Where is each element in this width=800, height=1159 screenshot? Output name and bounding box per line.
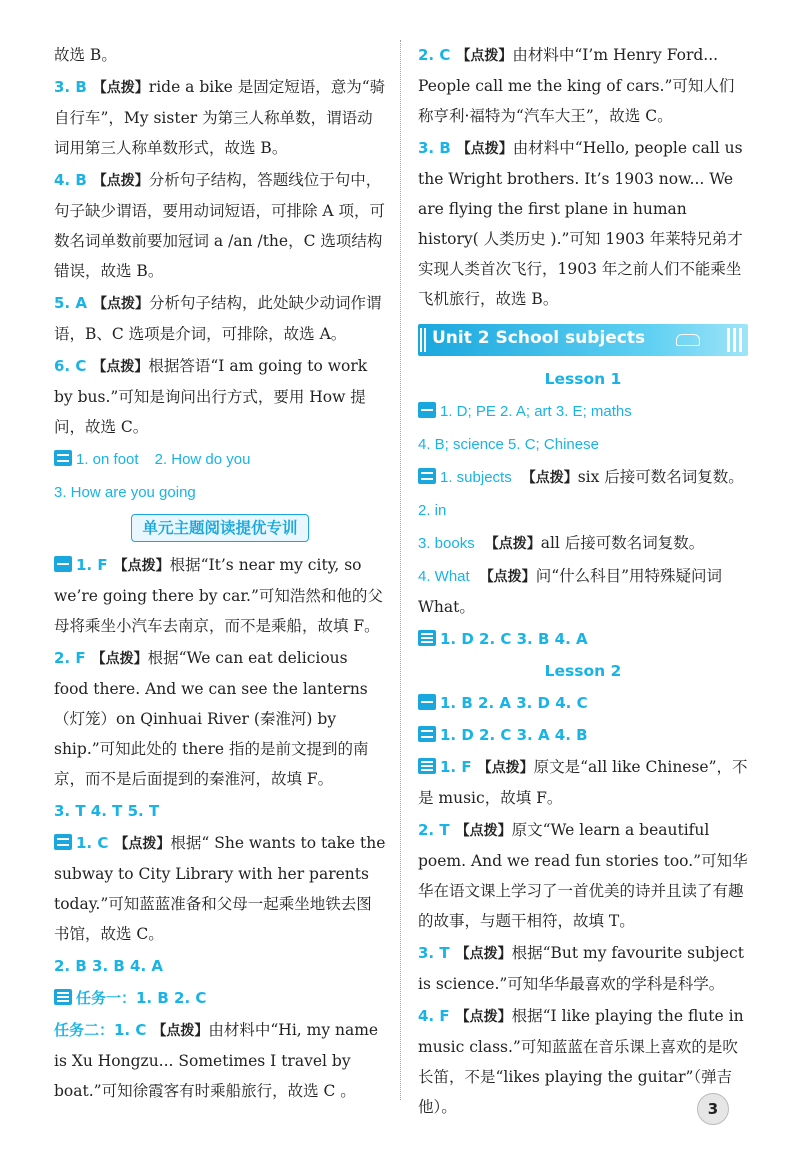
answer-key: 1. F (440, 758, 472, 776)
section-number-icon (418, 402, 436, 418)
hint-tag: 【点拨】 (484, 536, 541, 552)
answer-item (418, 561, 748, 622)
explanation: 根据“But my favourite subject is science.”可知华华最喜欢的学科是科学。 (418, 944, 744, 993)
answer-key: 4. What (418, 568, 470, 585)
answer-key: 3. T (418, 944, 450, 962)
hint-tag: 【点拨】 (456, 48, 513, 64)
answer-key: 3. books (418, 535, 475, 552)
answer-key: 1. F (76, 556, 108, 574)
answer-item (418, 938, 748, 999)
answer-item (54, 72, 386, 163)
banner-decoration (724, 328, 742, 356)
hint-tag: 【点拨】 (456, 141, 513, 157)
hint-tag: 【点拨】 (92, 80, 149, 96)
hint-tag: 【点拨】 (455, 823, 512, 839)
explanation: 由材料中“I’m Henry Ford... People call me the king of cars.”可知人们称亨利·福特为“汽车大王”，故选 C。 (418, 46, 735, 125)
answer-item (418, 528, 748, 559)
hint-tag: 【点拨】 (91, 651, 148, 667)
section-number-icon (418, 468, 436, 484)
hint-tag: 【点拨】 (114, 836, 171, 852)
lesson-heading: Lesson 2 (544, 662, 622, 680)
explanation: 由材料中“Hi, my name is Xu Hongzu... Sometimes I travel by boat.”可知徐霞客有时乘船旅行，故选 C 。 (54, 1021, 379, 1100)
right-column (418, 40, 748, 1124)
explanation: 原文“We learn a beautiful poem. And we read fun stories too.”可知华华在语文课上学习了一首优美的诗并且读了有趣的故事，与题干相符，故填 T。 (418, 821, 748, 930)
hint-tag: 【点拨】 (455, 946, 512, 962)
answer-key: 3. B (418, 139, 451, 157)
hint-tag: 【点拨】 (479, 569, 536, 585)
answer-value: 1. B 2. A 3. D 4. C (440, 694, 588, 712)
answer-key: 1. C (76, 834, 109, 852)
answer-item (418, 815, 748, 936)
explanation: 根据“ She wants to take the subway to City Library with her parents today.”可知蓝蓝准备和父母一起乘坐地铁去图书馆，故选 C。 (54, 834, 386, 943)
section-number-icon (54, 834, 72, 850)
answer-key: 2. C (418, 46, 451, 64)
answer-value: 1. D 2. C 3. B 4. A (440, 630, 588, 648)
answer-item (418, 40, 748, 131)
answer-key: 4. F (418, 1007, 450, 1025)
answer-tail: 故选 B。 (54, 46, 117, 64)
answer-line (418, 495, 748, 526)
answer-key: 1. subjects (440, 469, 512, 486)
hint-tag: 【点拨】 (113, 558, 170, 574)
explanation: 根据“It’s near my city, so we’re going there by car.”可知浩然和他的父母将乘坐小汽车去南京，而不是乘船，故填 F。 (54, 556, 383, 635)
section-number-icon (418, 758, 436, 774)
section-number-icon (418, 630, 436, 646)
answer-item (54, 1015, 386, 1106)
answer-line (418, 396, 748, 427)
unit-banner (418, 324, 748, 356)
lesson-heading: Lesson 1 (544, 370, 622, 388)
answer-key: 3. B (54, 78, 87, 96)
answer-value: 3. T 4. T 5. T (54, 802, 160, 820)
answer-item (54, 643, 386, 794)
answer-value: 2. B 3. B 4. A (54, 957, 163, 975)
explanation: six 后接可数名词复数。 (577, 468, 744, 486)
answer-item (54, 351, 386, 442)
answer-value: 任务一：1. B 2. C (76, 989, 207, 1007)
answer-item (54, 165, 386, 286)
explanation: 根据“I like playing the flute in music class.”可知蓝蓝在音乐课上喜欢的是吹长笛，不是“likes playing the guitar”（弹吉他）。 (418, 1007, 744, 1116)
car-icon (676, 334, 700, 346)
section-number-icon (54, 989, 72, 1005)
section-number-icon (418, 694, 436, 710)
answer-item (418, 752, 748, 813)
answer-item (418, 133, 748, 314)
answer-key: 2. F (54, 649, 86, 667)
answer-key: 4. B (54, 171, 87, 189)
answer-key: 2. T (418, 821, 450, 839)
answer-value: 3. How are you going (54, 484, 196, 501)
answer-value: 1. on foot (76, 451, 139, 468)
section-title: 单元主题阅读提优专训 (54, 514, 386, 542)
answer-line (54, 444, 386, 475)
column-divider (400, 40, 401, 1100)
section-number-icon (54, 450, 72, 466)
answer-value: 4. B; science 5. C; Chinese (418, 436, 599, 453)
explanation: 分析句子结构，此处缺少动词作谓语，B、C 选项是介词，可排除，故选 A。 (54, 294, 382, 343)
unit-title: Unit 2 School subjects (432, 328, 646, 348)
answer-value: 1. D 2. C 3. A 4. B (440, 726, 588, 744)
answer-value: 1. D; PE 2. A; art 3. E; maths (440, 403, 632, 420)
answer-key: 5. A (54, 294, 87, 312)
left-column (54, 40, 386, 1108)
answer-item (418, 462, 748, 493)
answer-line (54, 983, 386, 1013)
explanation: 分析句子结构，答题线位于句中，句子缺少谓语，要用动词短语，可排除 A 项，可数名词单数前要加冠词 a /an /the，C 选项结构错误，故选 B。 (54, 171, 386, 280)
explanation: 根据“We can eat delicious food there. And we can see the lanterns（灯笼）on Qinhuai River (秦淮河) by ship.”可知此处的 there 指的是前文提到的南京，而不是后面提到的秦淮河，故填 F。 (54, 649, 369, 788)
hint-tag: 【点拨】 (477, 760, 534, 776)
answer-value: 2. in (418, 502, 447, 519)
answer-line (418, 720, 748, 750)
hint-tag: 【点拨】 (92, 173, 149, 189)
explanation: 根据答语“I am going to work by bus.”可知是询问出行方式，要用 How 提问，故选 C。 (54, 357, 368, 436)
answer-line (54, 796, 386, 826)
hint-tag: 【点拨】 (92, 296, 149, 312)
answer-value: 2. How do you (154, 451, 251, 468)
answer-line (418, 624, 748, 654)
page-number: 3 (697, 1093, 729, 1125)
explanation: ride a bike 是固定短语，意为“骑自行车”，My sister 为第三人称单数，谓语动词用第三人称单数形式，故选 B。 (54, 78, 386, 157)
hint-tag: 【点拨】 (92, 359, 149, 375)
explanation: 原文是“all like Chinese”，不是 music，故填 F。 (418, 758, 748, 807)
hint-tag: 【点拨】 (455, 1009, 512, 1025)
explanation: 问“什么科目”用特殊疑问词 What。 (418, 567, 723, 616)
answer-line (418, 688, 748, 718)
explanation: all 后接可数名词复数。 (540, 534, 705, 552)
answer-line (418, 429, 748, 460)
answer-line (54, 951, 386, 981)
answer-key: 任务二：1. C (54, 1021, 147, 1039)
answer-item (54, 550, 386, 641)
banner-decoration (420, 328, 428, 356)
hint-tag: 【点拨】 (152, 1023, 209, 1039)
explanation: 由材料中“Hello, people call us the Wright brothers. It’s 1903 now... We are flying the first plane in human history( 人类历史 ).”可知 1903 年莱特兄弟才实现人类首次飞行，1903 年之前人们不能乘坐飞机旅行，故选 B。 (418, 139, 743, 308)
hint-tag: 【点拨】 (521, 470, 578, 486)
answer-item (54, 288, 386, 349)
section-number-icon (418, 726, 436, 742)
answer-key: 6. C (54, 357, 87, 375)
answer-item (54, 828, 386, 949)
answer-line (54, 477, 386, 508)
section-number-icon (54, 556, 72, 572)
